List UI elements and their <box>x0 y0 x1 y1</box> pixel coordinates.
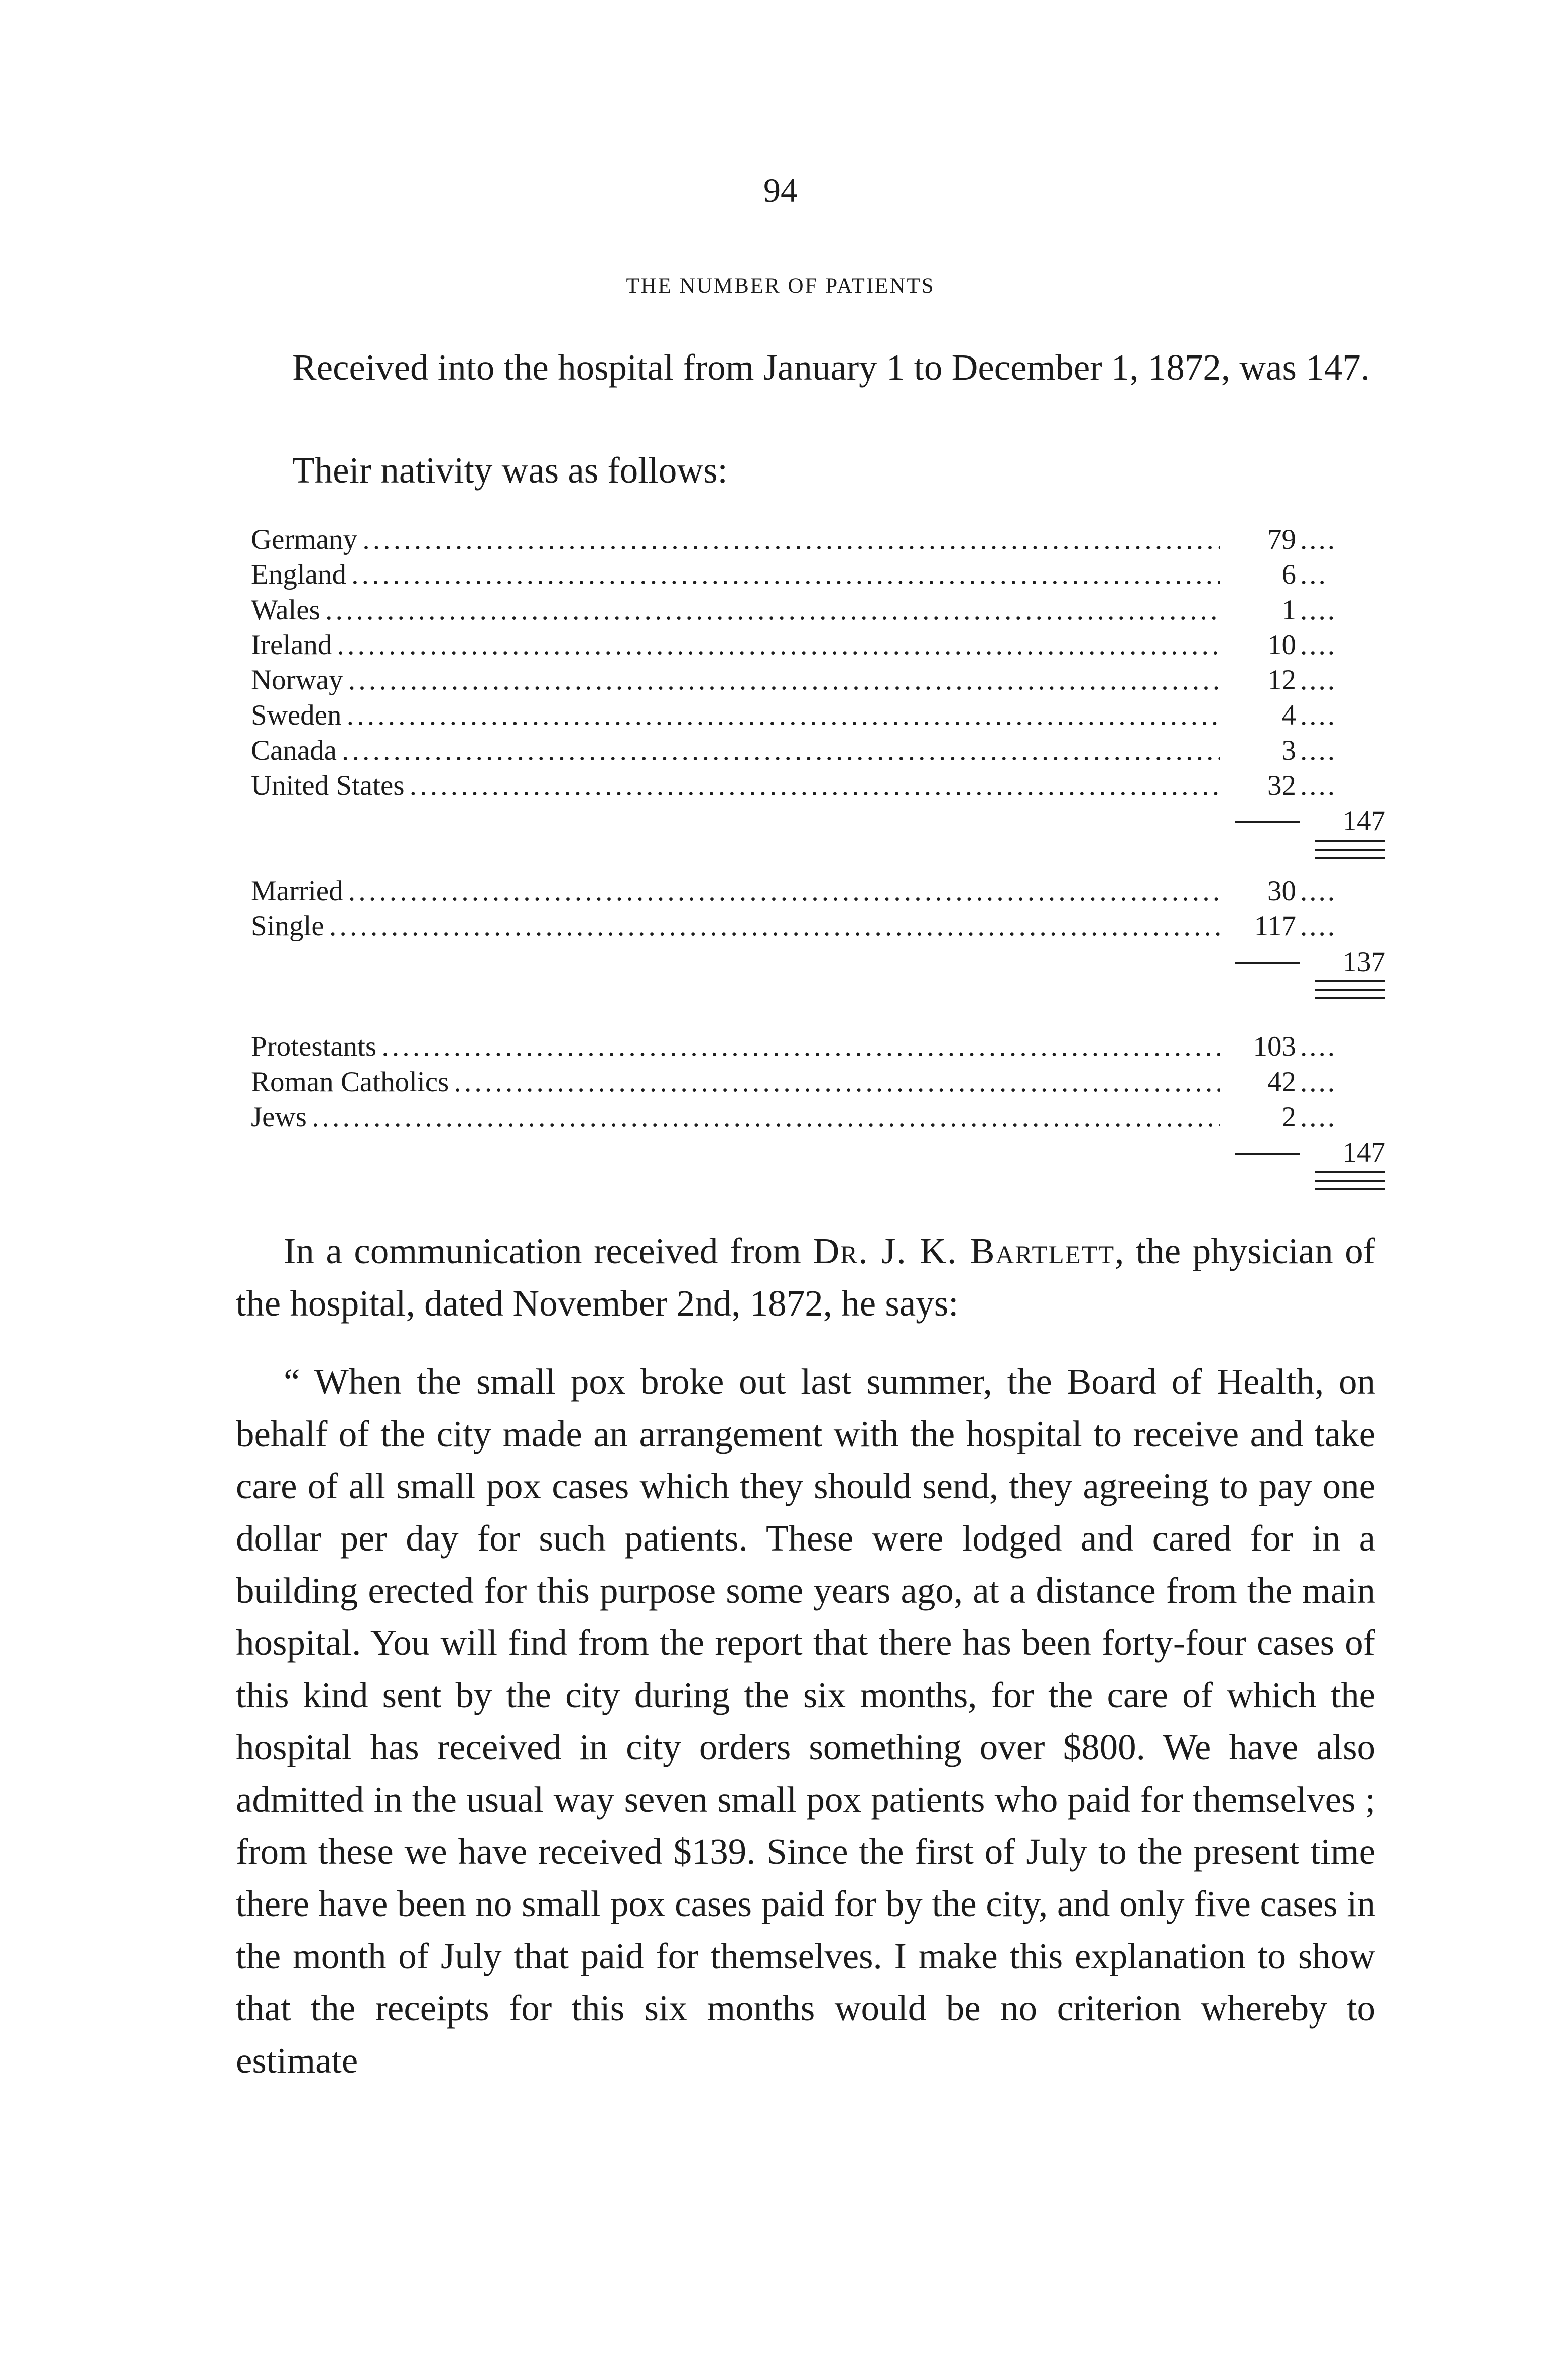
total-value: 147 <box>1315 1135 1385 1173</box>
row-value: 42 <box>1220 1064 1296 1100</box>
row-label: Married . . . <box>251 874 1220 909</box>
row-value: 79 <box>1220 522 1296 557</box>
row-label: Jews . . . <box>251 1100 1220 1135</box>
row-value: 1 <box>1220 592 1296 628</box>
row-value: 32 <box>1220 768 1296 803</box>
row-label: Protestants . . . <box>251 1029 1220 1064</box>
table-row <box>251 874 1385 909</box>
page-number: 94 <box>763 171 798 209</box>
total-row <box>251 803 1385 840</box>
total-row <box>251 944 1385 980</box>
doctor-name: Dr. J. K. Bartlett <box>813 1231 1115 1271</box>
total-value: 147 <box>1315 803 1385 842</box>
row-value: 30 <box>1220 874 1296 909</box>
row-leader: .... <box>1300 770 1337 801</box>
row-leader: .... <box>1300 1031 1337 1062</box>
table-row <box>251 628 1385 663</box>
table-row <box>251 663 1385 698</box>
row-label: Germany . . . <box>251 522 1220 557</box>
table-row <box>251 522 1385 557</box>
communication-tail: , the physician of the hospital, dated November 2nd, 1872, he says: <box>236 1231 1375 1324</box>
total-dash <box>1235 821 1300 823</box>
row-value: 6 <box>1220 557 1296 592</box>
row-label: Ireland . . . <box>251 628 1220 663</box>
row-leader: .... <box>1300 875 1337 907</box>
row-label: Roman Catholics . . . <box>251 1064 1220 1100</box>
row-leader: .... <box>1300 594 1337 626</box>
table-row <box>251 1029 1385 1064</box>
total-row <box>251 1135 1385 1171</box>
row-value: 10 <box>1220 628 1296 663</box>
row-label: Norway . . . <box>251 663 1220 698</box>
table-row <box>251 1100 1385 1135</box>
row-leader: .... <box>1300 735 1337 766</box>
row-value: 2 <box>1220 1100 1296 1135</box>
table-row <box>251 909 1385 944</box>
intro-paragraph: Received into the hospital from January 1 to December 1, 1872, was 147. <box>292 347 1370 388</box>
table-row <box>251 698 1385 733</box>
row-value: 3 <box>1220 733 1296 768</box>
religion-table <box>251 1029 1385 1171</box>
table-row <box>251 768 1385 803</box>
row-leader: .... <box>1300 1101 1337 1133</box>
total-dash <box>1235 1153 1300 1155</box>
double-rule <box>1315 1180 1385 1182</box>
row-label: Single . . . <box>251 909 1220 944</box>
row-leader: .... <box>1300 664 1337 696</box>
total-value: 137 <box>1315 944 1385 982</box>
row-label: England . . . <box>251 557 1220 592</box>
row-value: 4 <box>1220 698 1296 733</box>
row-label: United States . . . <box>251 768 1220 803</box>
row-leader: .... <box>1300 699 1337 731</box>
row-label: Sweden . . . <box>251 698 1220 733</box>
row-value: 117 <box>1220 909 1296 944</box>
communication-paragraph <box>236 1225 1375 1330</box>
table-row <box>251 557 1385 592</box>
total-dash <box>1235 962 1300 964</box>
row-leader: .... <box>1300 524 1337 555</box>
table-row <box>251 592 1385 628</box>
row-leader: .... <box>1300 910 1337 942</box>
double-rule <box>1315 989 1385 991</box>
quote-paragraph: “ When the small pox broke out last summer, the Board of Health, on behalf of the city made an arrangement with the hospital to receive and take care of all small pox cases which they should send, they agreeing to pay one dollar per day for such patients. These were lodged and cared for in a building erected for this purpose some years ago, at a distance from the main hospital. You will find from the report that there has been forty-four cases of this kind sent by the city during the six months, for the care of which the hospital has received in city orders something over $800. We have also admitted in the usual way seven small pox patients who paid for themselves ; from these we have received $139. Since the first of July to the present time there have been no small pox cases paid for by the city, and only five cases in the month of July that paid for themselves. I make this explanation to show that the receipts for this six months would be no criterion whereby to estimate <box>236 1361 1375 2081</box>
section-heading: THE NUMBER OF PATIENTS <box>626 274 935 298</box>
row-leader: .... <box>1300 629 1337 661</box>
table-row <box>251 1064 1385 1100</box>
communication-lead: In a communication received from <box>284 1231 801 1271</box>
row-leader: .... <box>1300 1066 1337 1098</box>
row-label: Wales . . . <box>251 592 1220 628</box>
table-row <box>251 733 1385 768</box>
nativity-table <box>251 522 1385 840</box>
marital-table <box>251 874 1385 980</box>
row-value: 12 <box>1220 663 1296 698</box>
row-label: Canada . . . <box>251 733 1220 768</box>
row-leader: ... <box>1300 559 1328 590</box>
nativity-intro: Their nativity was as follows: <box>292 450 728 491</box>
double-rule <box>1315 849 1385 851</box>
row-value: 103 <box>1220 1029 1296 1064</box>
